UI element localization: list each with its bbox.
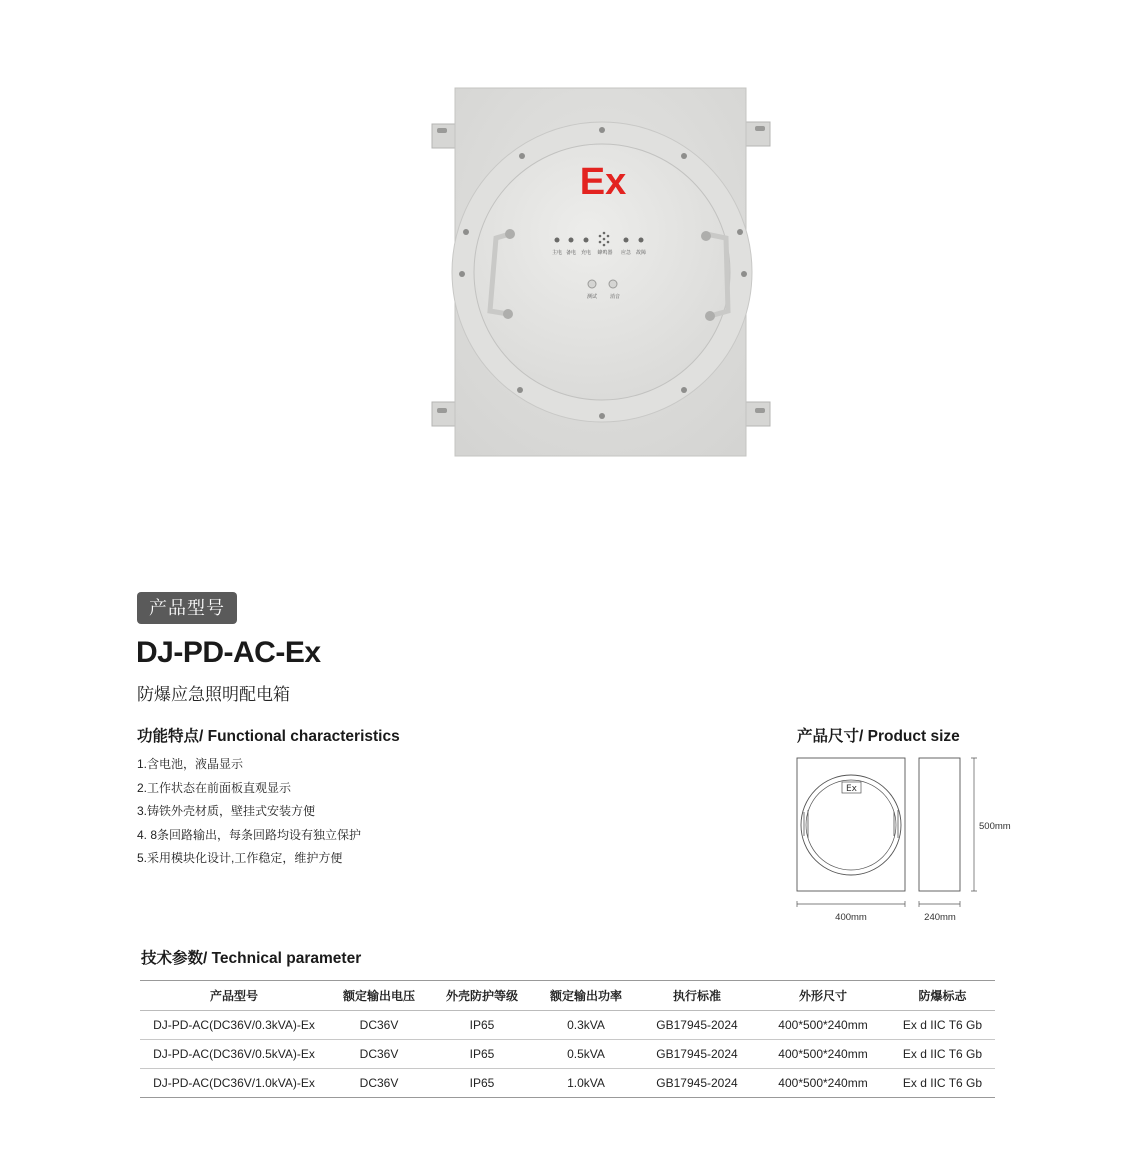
table-header-row	[140, 981, 995, 1011]
indicator-label: 蜂鸣器	[597, 250, 613, 256]
table-cell: DC36V	[328, 1040, 430, 1069]
product-size-heading: 产品尺寸/ Product size	[797, 728, 960, 745]
feature-item: 2.工作状态在前面板直观显示	[137, 780, 292, 795]
table-row	[140, 1069, 995, 1098]
table-cell: DJ-PD-AC(DC36V/0.5kVA)-Ex	[140, 1040, 328, 1069]
feature-item: 1.含电池，液晶显示	[137, 757, 244, 771]
table-cell: DC36V	[328, 1011, 430, 1040]
table-cell: GB17945-2024	[638, 1040, 756, 1069]
column-header: 防爆标志	[890, 981, 995, 1011]
table-cell: 400*500*240mm	[756, 1040, 890, 1069]
indicator-label: 备电	[565, 250, 577, 256]
feature-item: 3.铸铁外壳材质，壁挂式安装方便	[137, 804, 316, 818]
column-header: 产品型号	[140, 981, 328, 1011]
width-label: 400mm	[835, 912, 867, 923]
table-cell: 400*500*240mm	[756, 1011, 890, 1040]
model-tag: 产品型号	[137, 592, 237, 624]
table-row	[140, 1040, 995, 1069]
table-cell: GB17945-2024	[638, 1011, 756, 1040]
feature-item: 5.采用模块化设计,工作稳定，维护方便	[137, 851, 343, 865]
table-cell: Ex d IIC T6 Gb	[890, 1040, 995, 1069]
depth-label: 240mm	[924, 912, 956, 923]
table-cell: 1.0kVA	[534, 1069, 638, 1098]
indicator-label: 充电	[580, 250, 592, 256]
table-cell: DC36V	[328, 1069, 430, 1098]
table-cell: 0.3kVA	[534, 1011, 638, 1040]
features-list	[137, 753, 361, 871]
table-cell: Ex d IIC T6 Gb	[890, 1011, 995, 1040]
spec-table	[140, 980, 995, 1098]
column-header: 外壳防护等级	[430, 981, 534, 1011]
table-cell: IP65	[430, 1069, 534, 1098]
table-cell: 400*500*240mm	[756, 1069, 890, 1098]
table-cell: GB17945-2024	[638, 1069, 756, 1098]
dimension-drawing	[788, 750, 1028, 930]
ex-mark: Ex	[579, 161, 627, 203]
feature-item: 4. 8条回路输出，每条回路均设有独立保护	[137, 827, 362, 842]
model-subtitle: 防爆应急照明配电箱	[137, 685, 290, 704]
indicator-label: 主电	[551, 250, 563, 256]
indicator-label: 故障	[635, 250, 647, 256]
table-cell: IP65	[430, 1040, 534, 1069]
table-cell: IP65	[430, 1011, 534, 1040]
drawing-ex-label: Ex	[845, 784, 858, 794]
column-header: 额定输出功率	[534, 981, 638, 1011]
technical-heading: 技术参数/ Technical parameter	[141, 950, 362, 967]
table-cell: DJ-PD-AC(DC36V/1.0kVA)-Ex	[140, 1069, 328, 1098]
product-photo	[430, 86, 772, 458]
features-heading: 功能特点/ Functional characteristics	[137, 728, 400, 745]
button-label: 测试	[586, 294, 598, 300]
table-cell: Ex d IIC T6 Gb	[890, 1069, 995, 1098]
column-header: 执行标准	[638, 981, 756, 1011]
table-cell: 0.5kVA	[534, 1040, 638, 1069]
column-header: 外形尺寸	[756, 981, 890, 1011]
table-cell: DJ-PD-AC(DC36V/0.3kVA)-Ex	[140, 1011, 328, 1040]
height-label: 500mm	[979, 821, 1011, 832]
indicator-label: 应急	[620, 250, 632, 256]
column-header: 额定输出电压	[328, 981, 430, 1011]
table-row	[140, 1011, 995, 1040]
button-label: 消音	[609, 294, 621, 300]
model-title: DJ-PD-AC-Ex	[136, 636, 321, 669]
